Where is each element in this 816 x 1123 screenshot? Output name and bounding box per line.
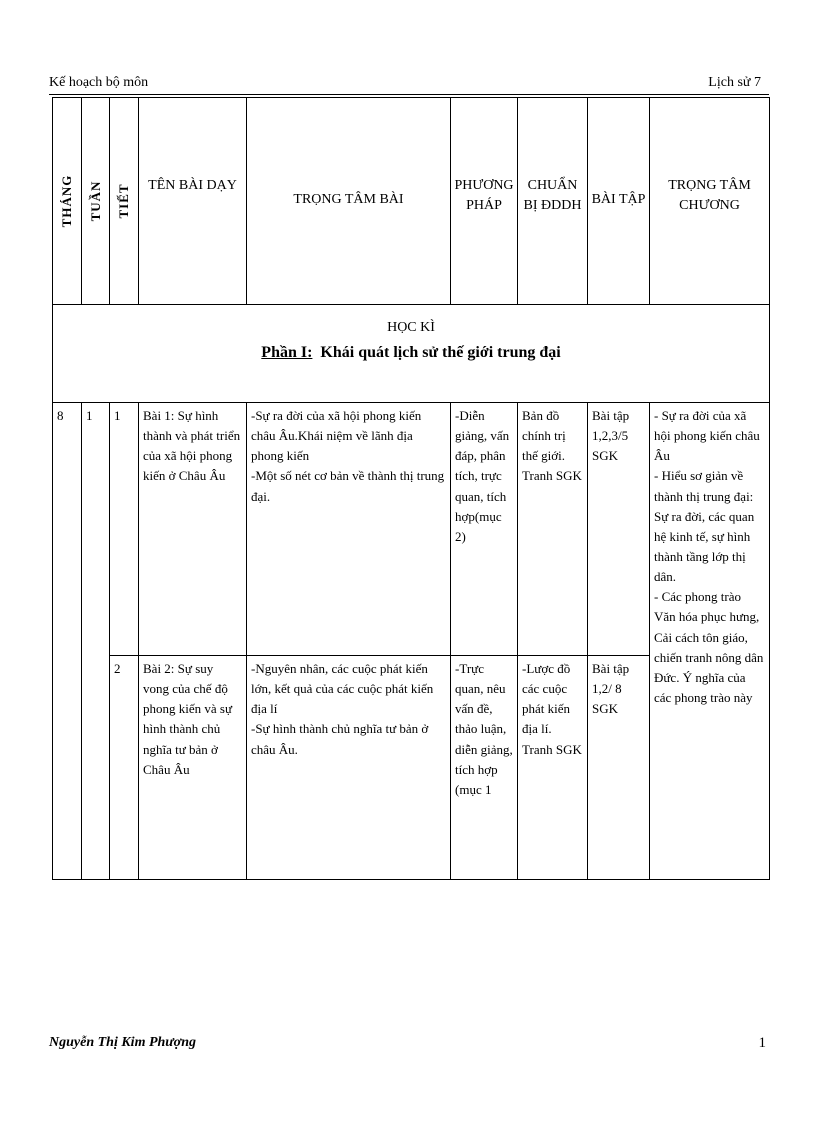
col-header-chuan-bi: CHUẨN BỊ ĐDDH (518, 98, 588, 305)
section-title: HỌC KÌ (387, 320, 435, 335)
cell-thang: 8 (53, 403, 82, 880)
section-subtitle-text: Khái quát lịch sử thế giới trung đại (320, 343, 561, 361)
col-header-ten-bai: TÊN BÀI DẠY (139, 98, 247, 305)
col-header-tiet: TIẾT (110, 98, 139, 305)
cell-tiet: 1 (110, 403, 139, 656)
col-header-thang: THÁNG (53, 98, 82, 305)
page-number: 1 (758, 1035, 766, 1051)
cell-chuan-bi: Bản đồ chính trị thế giới. Tranh SGK (518, 403, 588, 656)
footer-author: Nguyễn Thị Kim Phượng (49, 1035, 196, 1050)
section-cell (53, 305, 770, 403)
col-header-phuong-phap: PHƯƠNG PHÁP (451, 98, 518, 305)
cell-bai-tap: Bài tập 1,2,3/5 SGK (588, 403, 650, 656)
cell-trong-tam-bai: -Sự ra đời của xã hội phong kiến châu Âu.Khái niệm về lãnh địa phong kiến -Một số nét cơ bản về thành thị trung đại. (247, 403, 451, 656)
header-divider (49, 94, 769, 95)
cell-tiet: 2 (110, 656, 139, 880)
cell-tuan: 1 (82, 403, 110, 880)
cell-phuong-phap: -Diễn giảng, vấn đáp, phân tích, trực quan, tích hợp(mục 2) (451, 403, 518, 656)
cell-chuan-bi: -Lược đồ các cuộc phát kiến địa lí. Tranh SGK (518, 656, 588, 880)
cell-ten-bai: Bài 1: Sự hình thành và phát triển của xã hội phong kiến ở Châu Âu (139, 403, 247, 656)
lesson-plan-table (52, 97, 770, 880)
section-subtitle (57, 341, 765, 366)
table-row (53, 403, 770, 656)
col-header-tuan: TUẦN (82, 98, 110, 305)
col-header-trong-tam-bai: TRỌNG TÂM BÀI (247, 98, 451, 305)
cell-ten-bai: Bài 2: Sự suy vong của chế độ phong kiến và sự hình thành chủ nghĩa tư bản ở Châu Âu (139, 656, 247, 880)
header-subject-plan: Kế hoạch bộ môn (49, 75, 149, 90)
table-header-row (53, 98, 770, 305)
cell-bai-tap: Bài tập 1,2/ 8 SGK (588, 656, 650, 880)
section-prefix: Phần I: (261, 343, 313, 361)
cell-trong-tam-chuong: - Sự ra đời của xã hội phong kiến châu Âu - Hiểu sơ giản về thành thị trung đại: Sự ra đời, các quan hệ kinh tế, sự hình thành tầng lớp thị dân. - Các phong trào Văn hóa phục hưng, Cải cách tôn giáo, chiến tranh nông dân Đức. Ý nghĩa của các phong trào này (650, 403, 770, 880)
col-header-bai-tap: BÀI TẬP (588, 98, 650, 305)
cell-phuong-phap: -Trực quan, nêu vấn đề, thảo luận, diễn giảng, tích hợp (mục 1 (451, 656, 518, 880)
header-course: Lịch sử 7 (708, 75, 761, 90)
cell-trong-tam-bai: -Nguyên nhân, các cuộc phát kiến lớn, kết quả của các cuộc phát kiến địa lí -Sự hình thành chủ nghĩa tư bản ở châu Âu. (247, 656, 451, 880)
section-row (53, 305, 770, 403)
col-header-trong-tam-chuong: TRỌNG TÂM CHƯƠNG (650, 98, 770, 305)
